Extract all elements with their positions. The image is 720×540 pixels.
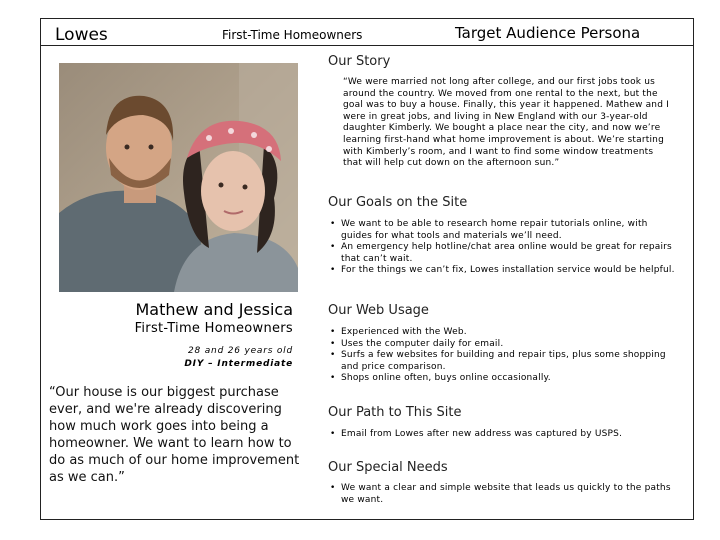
persona-age: 28 and 26 years old bbox=[188, 346, 293, 356]
header-subtitle: First-Time Homeowners bbox=[222, 28, 363, 42]
list-item: • Shops online often, buys online occasionally. bbox=[330, 373, 675, 385]
goals-list bbox=[330, 219, 675, 277]
list-item: • An emergency help hotline/chat area online would be great for repairs that can’t wait. bbox=[330, 242, 675, 265]
list-item: • Uses the computer daily for email. bbox=[330, 339, 675, 351]
list-item: • Experienced with the Web. bbox=[330, 327, 675, 339]
persona-role: First-Time Homeowners bbox=[134, 321, 293, 336]
persona-photo bbox=[59, 63, 298, 292]
list-item: • Surfs a few websites for building and repair tips, plus some shopping and price comparison. bbox=[330, 350, 675, 373]
needs-heading: Our Special Needs bbox=[328, 460, 448, 475]
path-list bbox=[330, 429, 675, 441]
persona-quote: “Our house is our biggest purchase ever, and we're already discovering how much work goes into being a homeowner. We want to learn how to do as much of our home improvement as we can.” bbox=[49, 385, 300, 485]
list-item: • We want a clear and simple website that leads us quickly to the paths we want. bbox=[330, 483, 675, 506]
persona-skill-level: DIY – Intermediate bbox=[184, 359, 293, 369]
path-heading: Our Path to This Site bbox=[328, 405, 462, 420]
web-usage-list bbox=[330, 327, 675, 385]
goals-heading: Our Goals on the Site bbox=[328, 195, 468, 210]
list-item: • We want to be able to research home repair tutorials online, with guides for what tools and materials we’ll need. bbox=[330, 219, 675, 242]
brand-name: Lowes bbox=[55, 25, 108, 45]
header-divider bbox=[40, 45, 694, 46]
list-item: • For the things we can’t fix, Lowes installation service would be helpful. bbox=[330, 265, 675, 277]
persona-name: Mathew and Jessica bbox=[135, 300, 293, 319]
list-item: • Email from Lowes after new address was captured by USPS. bbox=[330, 429, 675, 441]
web-usage-heading: Our Web Usage bbox=[328, 303, 429, 318]
story-heading: Our Story bbox=[328, 54, 391, 69]
story-text: “We were married not long after college, and our first jobs took us around the country. We moved from one rental to the next, but the goal was to buy a house. Finally, this year it happened. Mathew and I were in great jobs, and living in New England with our 3-year-old daughter Kimberly. We bought a place near the city, and now we’re learning first-hand what home improvement is about. We’re starting with Kimberly’s room, and I want to find some window treatments that will help cut down on the afternoon sun.” bbox=[343, 77, 670, 169]
document-title: Target Audience Persona bbox=[455, 24, 641, 42]
needs-list bbox=[330, 483, 675, 506]
